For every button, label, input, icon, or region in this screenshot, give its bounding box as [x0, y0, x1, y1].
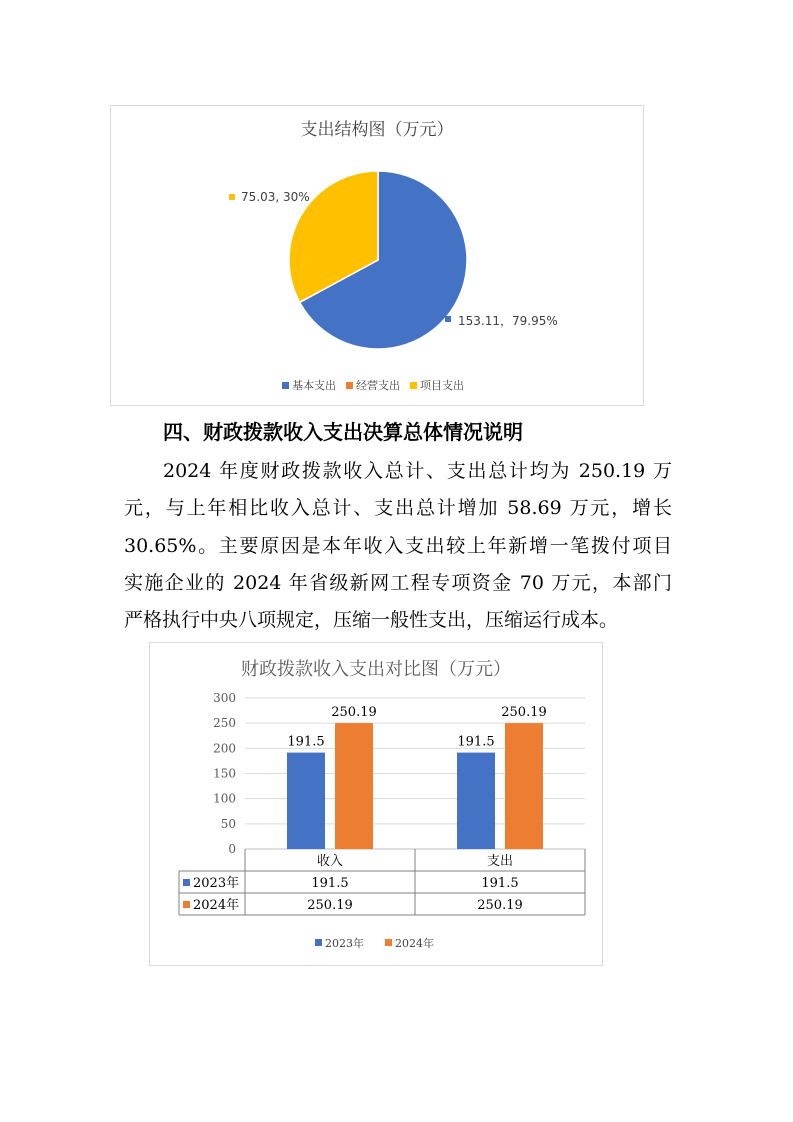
table-row-2023-marker	[183, 879, 190, 886]
table-header-expense: 支出	[486, 854, 514, 869]
bar-legend	[315, 936, 434, 950]
paragraph-line-1: 2024 年度财政拨款收入总计、支出总计均为 250.19 万	[163, 460, 672, 482]
bar-legend-marker-2023	[315, 939, 322, 946]
bar-chart-frame	[149, 642, 603, 966]
pie-label-project	[229, 190, 310, 204]
pie-label-basic-marker	[445, 316, 451, 322]
pie-label-basic	[445, 314, 558, 328]
legend-marker-basic	[282, 382, 289, 389]
paragraph-line-2: 元，与上年相比收入总计、支出总计增加 58.69 万元，增长	[124, 497, 672, 519]
table-cell-2023-expense: 191.5	[481, 876, 519, 891]
bar-data-label-0-1: 250.19	[331, 705, 377, 721]
y-tick-label-0: 0	[228, 842, 236, 856]
paragraph-line-3: 30.65%。主要原因是本年收入支出较上年新增一笔拨付项目	[124, 535, 672, 557]
y-tick-label-300: 300	[213, 691, 236, 705]
y-tick-label-100: 100	[213, 791, 236, 806]
legend-marker-project	[410, 382, 417, 389]
table-cell-2023-income: 191.5	[311, 876, 349, 891]
legend-marker-operating	[346, 382, 353, 389]
table-header-income: 收入	[316, 854, 344, 869]
legend-basic: 基本支出	[292, 379, 336, 392]
table-row-2024-marker	[183, 901, 190, 908]
pie-legend	[282, 378, 464, 392]
pie-title: 支出结构图（万元）	[300, 120, 454, 140]
bar-1-0	[457, 753, 495, 849]
bar-legend-2024: 2024年	[395, 937, 434, 950]
bar-1-1	[505, 723, 543, 849]
table-row-2023-label: 2023年	[193, 876, 240, 891]
bar-data-label-0-0: 191.5	[287, 734, 325, 750]
bar-legend-marker-2024	[385, 939, 392, 946]
bar-data-label-1-0: 191.5	[457, 734, 495, 750]
y-tick-label-50: 50	[220, 816, 236, 831]
table-row-2024-label: 2024年	[193, 898, 240, 913]
bar-chart	[150, 643, 602, 965]
table-cell-2024-income: 250.19	[307, 898, 353, 913]
pie-chart	[111, 106, 643, 405]
paragraph-line-5: 严格执行中央八项规定，压缩一般性支出，压缩运行成本。	[124, 609, 619, 631]
legend-project: 项目支出	[420, 379, 464, 392]
legend-operating: 经营支出	[356, 379, 400, 392]
y-tick-label-150: 150	[213, 766, 236, 781]
y-tick-label-250: 250	[213, 716, 236, 731]
bar-0-1	[335, 723, 373, 849]
paragraph-line-4: 实施企业的 2024 年省级新网工程专项资金 70 万元，本部门	[124, 572, 672, 594]
pie-chart-frame	[110, 105, 644, 406]
bar-data-label-1-1: 250.19	[501, 705, 547, 721]
section-heading: 四、财政拨款收入支出决算总体情况说明	[163, 420, 523, 444]
pie-label-project-marker	[229, 194, 235, 200]
bar-legend-2023: 2023年	[325, 937, 364, 950]
y-tick-label-200: 200	[213, 741, 236, 756]
table-cell-2024-expense: 250.19	[477, 898, 523, 913]
bar-title: 财政拨款收入支出对比图（万元）	[241, 659, 511, 680]
pie-label-project-text: 75.03, 30%	[241, 190, 310, 204]
bar-0-0	[287, 753, 325, 849]
pie-label-basic-text: 153.11，79.95%	[458, 314, 558, 328]
bar-data-table	[179, 849, 585, 915]
